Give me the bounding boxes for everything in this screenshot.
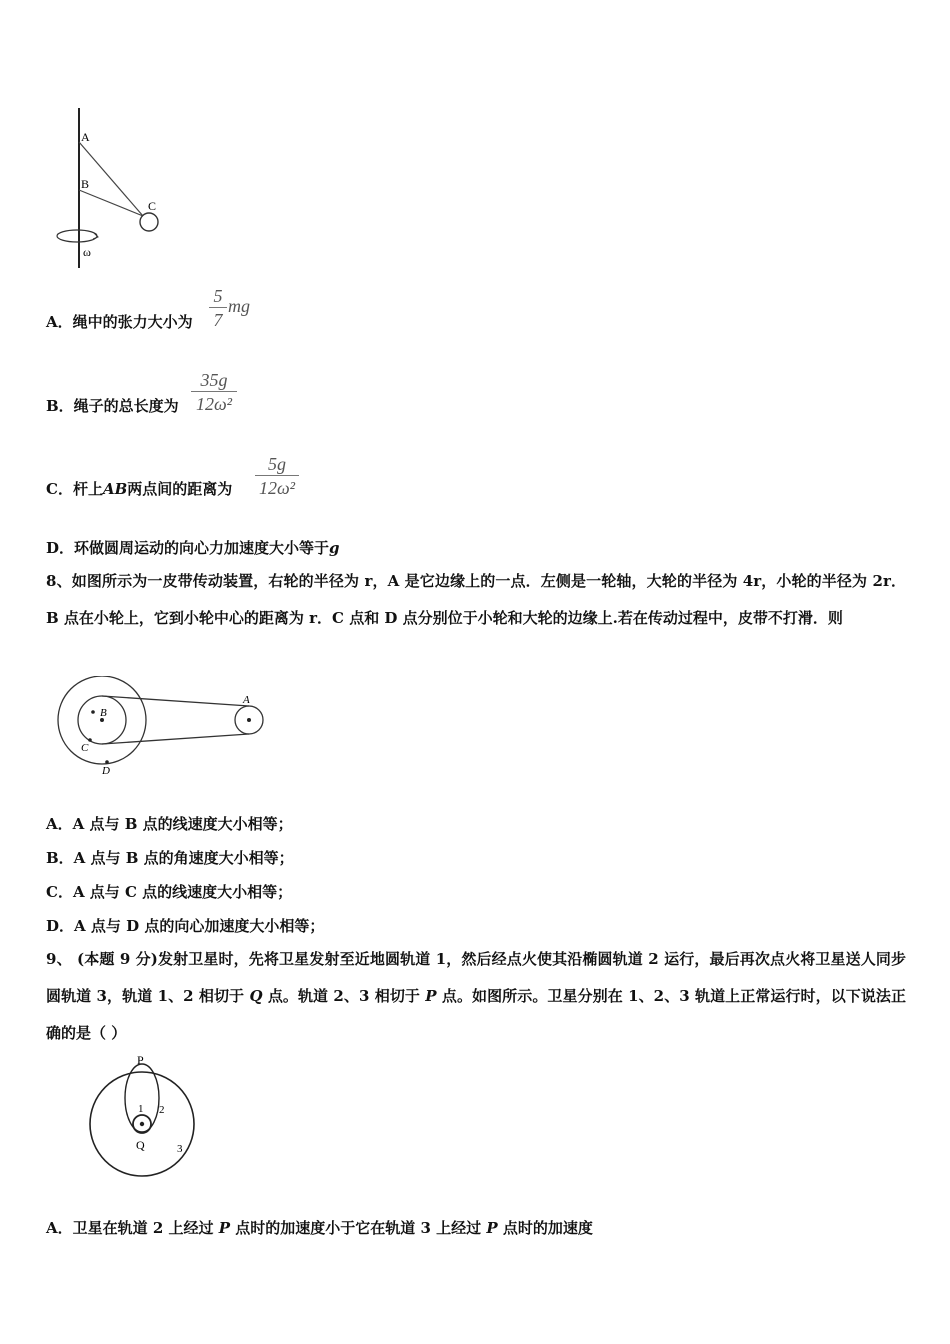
fig-label-3: 3 [177, 1143, 183, 1155]
fig-label-b: B [100, 707, 107, 719]
q7-option-b-fraction: 35g 12ω² [191, 370, 237, 414]
label-omega: ω [83, 245, 91, 259]
q9-option-a: A．卫星在轨道 2 上经过 P 点时的加速度小于它在轨道 3 上经过 P 点时的加速度 [46, 1219, 593, 1237]
q7-option-c-fraction: 5g 12ω² [255, 454, 299, 498]
fig-label-q: Q [136, 1138, 145, 1152]
fig-label-c: C [81, 742, 89, 754]
label-b: B [81, 177, 90, 191]
q7-option-c: C．杆上AB两点间的距离为 [46, 480, 233, 498]
label-a: A [81, 130, 90, 144]
satellite-orbit-figure [84, 1052, 204, 1180]
q8-option-b: B．A 点与 B 点的角速度大小相等； [46, 849, 294, 867]
q8-stem: 8、如图所示为一皮带传动装置，右轮的半径为 r，A 是它边缘上的一点．左侧是一轮轴，大轮的半径为 4r，小轮的半径为 2r．B 点在小轮上，它到小轮中心的距离为 r．C 点和 D 点分别位于小轮和大轮的边缘上.若在传动过程中，皮带不打滑．则 [46, 572, 906, 627]
q9-stem: 9、 (本题 9 分)发射卫星时，先将卫星发射至近地圆轨道 1，然后经点火使其沿椭圆轨道 2 运行，最后再次点火将卫星送人同步圆轨道 3，轨道 1、2 相切于 Q 点。轨道 2、3 相切于 P 点。如图所示。卫星分别在 1、2、3 轨道上正常运行时，以下说法正确的是（ ） [46, 950, 907, 1042]
q8-option-a: A．A 点与 B 点的线速度大小相等； [46, 815, 293, 833]
fig-label-d: D [102, 765, 110, 777]
fig-label-1: 1 [138, 1103, 144, 1115]
q7-option-a: A．绳中的张力大小为 [46, 313, 193, 331]
q8-option-d: D．A 点与 D 点的向心加速度大小相等； [46, 917, 325, 935]
belt-drive-figure [52, 676, 272, 778]
q7-option-d: D．环做圆周运动的向心力加速度大小等于g [46, 539, 340, 557]
label-c: C [148, 199, 157, 213]
rod-ring-figure [50, 100, 180, 275]
q7-option-a-fraction: 5 7 [209, 286, 227, 330]
q7-option-a-tail: mg [228, 296, 250, 316]
q7-option-b: B．绳子的总长度为 [46, 397, 179, 415]
q8-option-c: C．A 点与 C 点的线速度大小相等； [46, 883, 293, 901]
fig-label-2: 2 [159, 1104, 165, 1116]
fig-label-p: P [137, 1053, 144, 1067]
fig-label-a: A [243, 694, 250, 706]
